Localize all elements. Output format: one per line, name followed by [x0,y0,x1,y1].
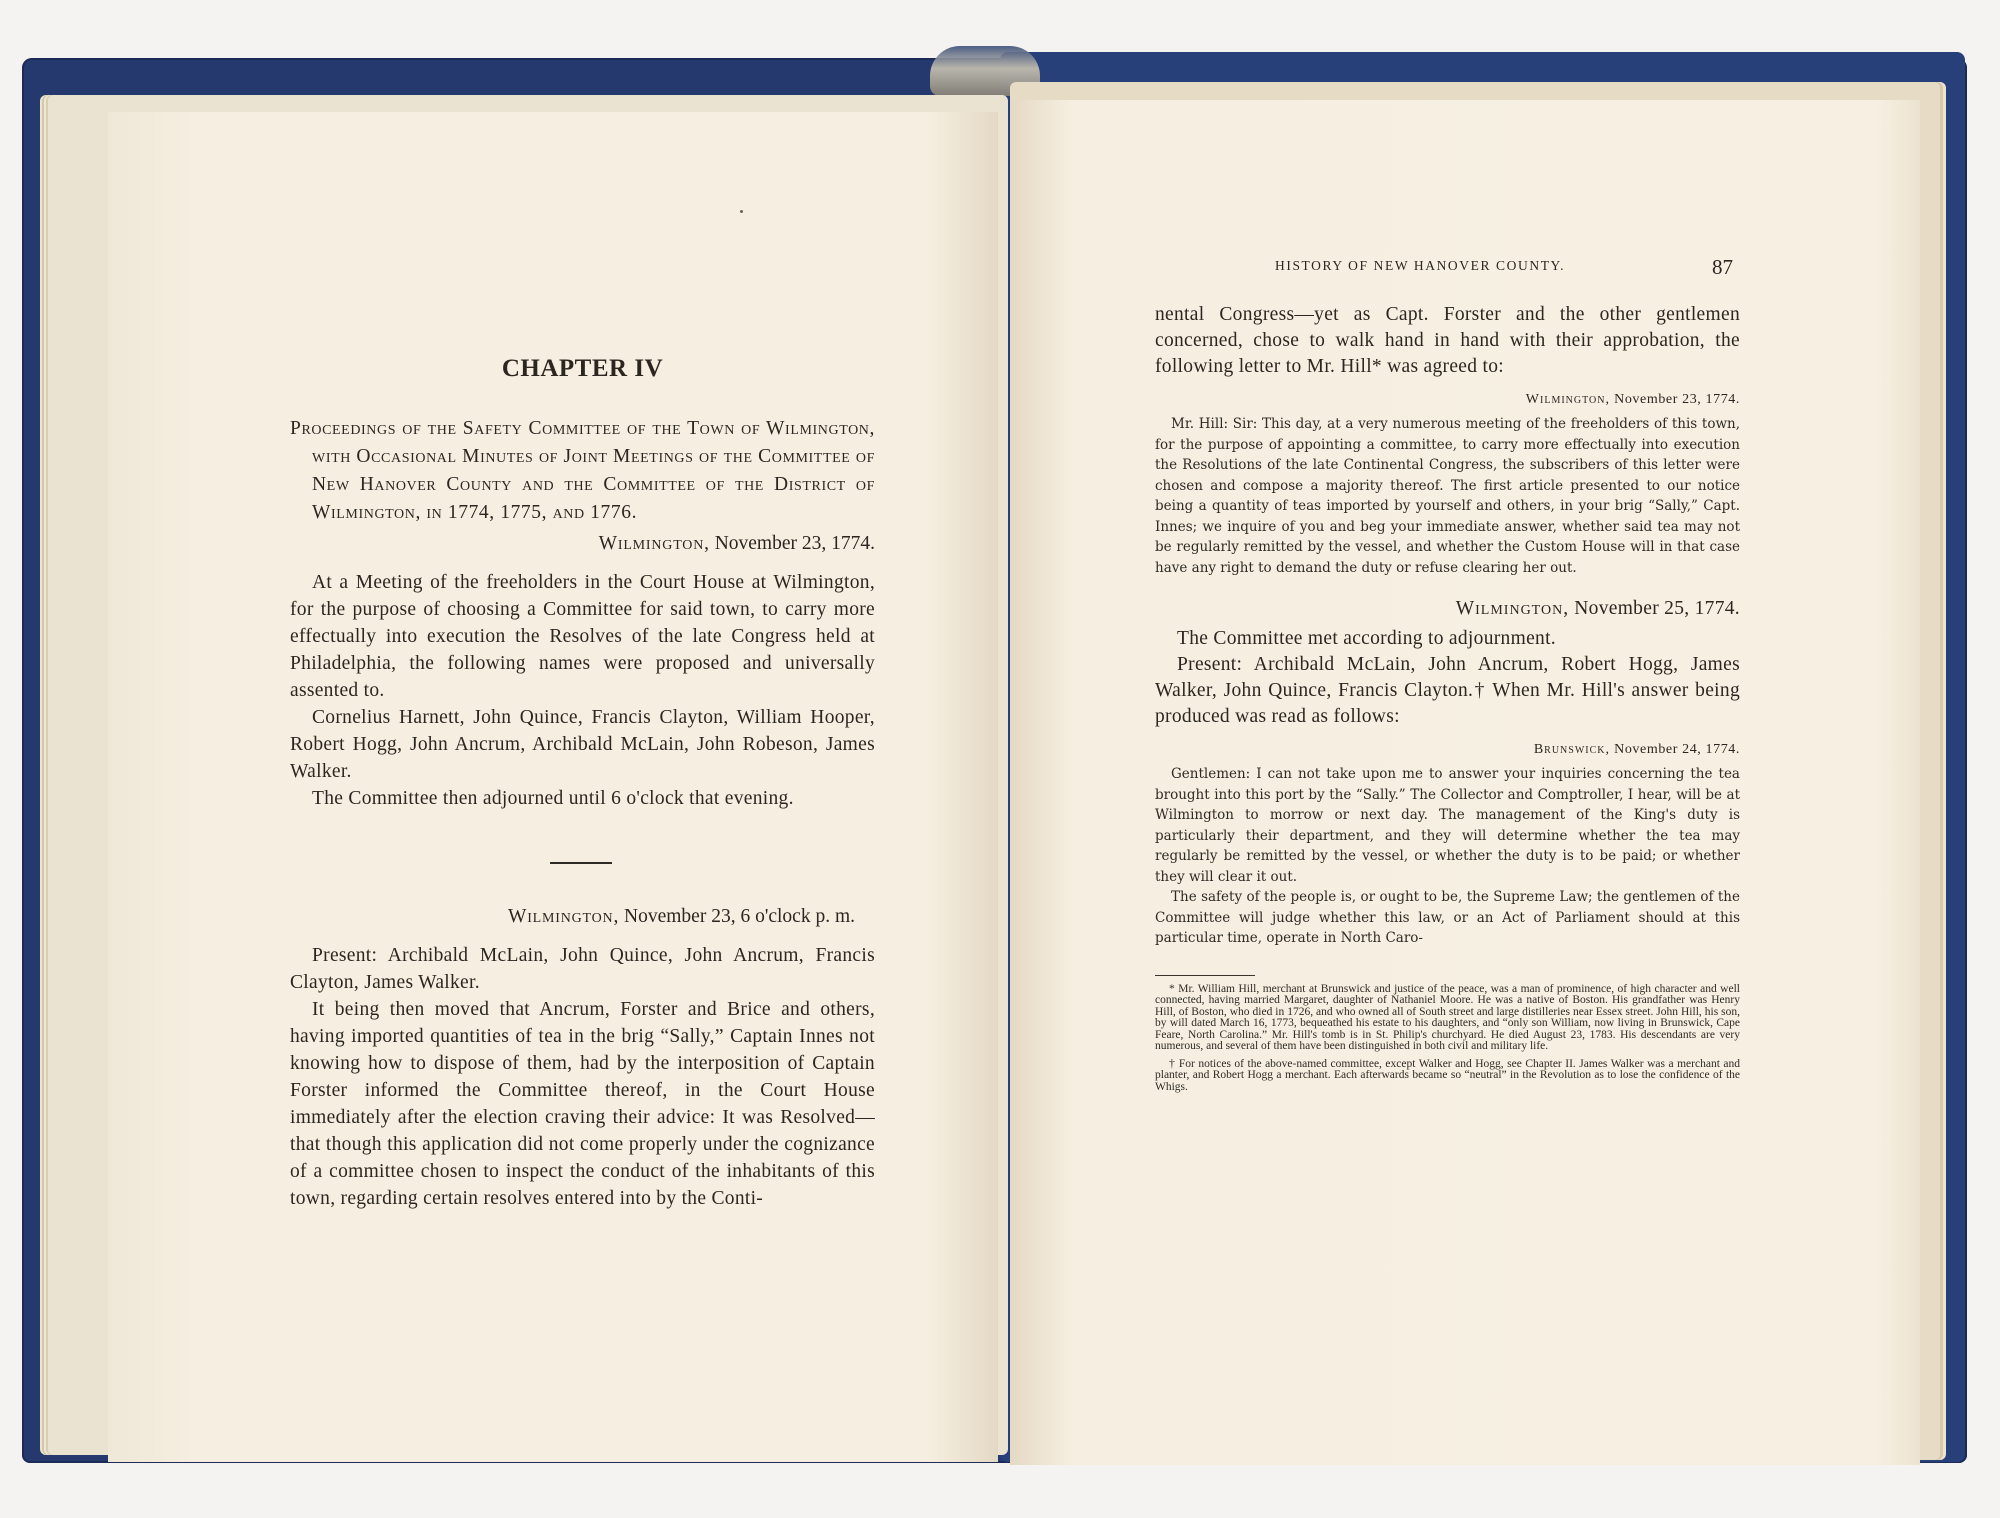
letter-dateline [1155,742,1740,758]
running-head: HISTORY OF NEW HANOVER COUNTY. [1275,258,1566,273]
footnote-rule [1155,975,1255,976]
right-page-text [1155,302,1740,1099]
chapter-description: Proceedings of the Safety Committee of the Town of Wilmington, with Occasional Minutes of Joint Meetings of the Committee of New Hanover County and the Committee of the District of Wilmington, in 1774, 1775, and 1776. [290,418,875,523]
paragraph: It being then moved that Ancrum, Forster and Brice and others, having imported quantities of tea in the brig “Sally,” Captain Innes not knowing how to dispose of them, had by the interposition of Captain Forster informed the Committee thereof, in the Court House immediately after the election craving their advice: It was Resolved—that though this application did not come properly under the cognizance of a committee chosen to inspect the conduct of the inhabitants of this town, regarding certain resolves entered into by the Conti- [290,999,875,1209]
dateline-place: Wilmington, [508,906,620,927]
footnote: † For notices of the above-named committee, except Walker and Hogg, see Chapter II. James Walker was a merchant and planter, and Robert Hogg a merchant. Each afterwards became so “neutral” in the Revolution as to lose the confidence of the Whigs. [1155,1057,1740,1093]
letter-place: Wilmington, [1525,392,1610,407]
paragraph: The Committee then adjourned until 6 o'clock that evening. [312,788,794,809]
letter-dateline [1155,392,1740,408]
dateline-date: November 23, 1774. [714,533,875,554]
dateline-place: Wilmington, [598,533,710,554]
left-page-text [290,355,875,1212]
letter-date: November 24, 1774. [1614,742,1740,757]
letter-body: Gentlemen: I can not take upon me to answer your inquiries concerning the tea brought into this port by the “Sally.” The Collector and Comptroller, I hear, will be at Wilmington to morrow or next day. The management of the King's duty is particularly their department, and they will determine whether the tea may regularly be remitted by the vessel, or whether the duty is to be paid; or whether they will clear it out. [1155,766,1740,885]
page-number: 87 [1712,255,1733,279]
letter-body: Mr. Hill: Sir: This day, at a very numerous meeting of the freeholders of this town, for the purpose of appointing a committee, to carry more effectually into execution the Resolutions of the late Continental Congress, the subscribers of this letter were chosen and compose a majority thereof. The first article presented to our notice being a quantity of teas imported by yourself and others, in your brig “Sally,” Capt. Innes; we inquire of you and beg your immediate answer, whether said tea may not be regularly remitted by the vessel, and whether the Custom House will in that case have any right to demand the duty or refuse clearing her out. [1155,416,1740,576]
dateline [1155,598,1740,620]
paragraph: Present: Archibald McLain, John Quince, John Ancrum, Francis Clayton, James Walker. [290,945,875,993]
section-divider [550,862,612,864]
dateline [290,533,875,555]
dateline-place: Wilmington, [1455,598,1570,619]
letter-place: Brunswick, [1533,742,1610,757]
chapter-title: CHAPTER IV [501,355,664,382]
dateline-date: November 25, 1774. [1574,598,1740,619]
paragraph: At a Meeting of the freeholders in the Court House at Wilmington, for the purpose of choosing a Committee for said town, to carry more effectually into execution the Resolves of the late Congress held at Philadelphia, the following names were proposed and universally assented to. [290,572,875,701]
paragraph: Present: Archibald McLain, John Ancrum, Robert Hogg, James Walker, John Quince, Francis Clayton.† When Mr. Hill's answer being produced was read as follows: [1155,654,1740,727]
paragraph: Cornelius Harnett, John Quince, Francis Clayton, William Hooper, Robert Hogg, John Ancrum, Archibald McLain, John Robeson, James Walker. [290,707,875,782]
dateline [290,906,855,928]
paragraph: nental Congress—yet as Capt. Forster and the other gentlemen concerned, chose to walk hand in hand with their approbation, the following letter to Mr. Hill* was agreed to: [1155,304,1740,377]
paper-speck [740,210,743,213]
dateline-date: November 23, 6 o'clock p. m. [624,906,855,927]
footnote: * Mr. William Hill, merchant at Brunswick and justice of the peace, was a man of prominence, of high character and well connected, having married Margaret, daughter of Nathaniel Moore. He was a native of Boston. His grandfather was Henry Hill, of Boston, who died in 1726, and who owned all of South street and large distilleries near Essex street. John Hill, his son, by will dated March 16, 1773, bequeathed his estate to his daughters, and “only son William, now living in Brunswick, Cape Feare, North Carolina.” Mr. Hill's tomb is in St. Philip's churchyard. He died August 23, 1783. His descendants are very numerous, and several of them have been distinguished in both civil and military life. [1155,982,1740,1052]
letter-body: The safety of the people is, or ought to be, the Supreme Law; the gentlemen of the Committee will judge whether this law, or an Act of Parliament should at this particular time, operate in North Caro- [1155,889,1740,946]
paragraph: The Committee met according to adjournment. [1177,628,1556,649]
letter-date: November 23, 1774. [1614,392,1740,407]
